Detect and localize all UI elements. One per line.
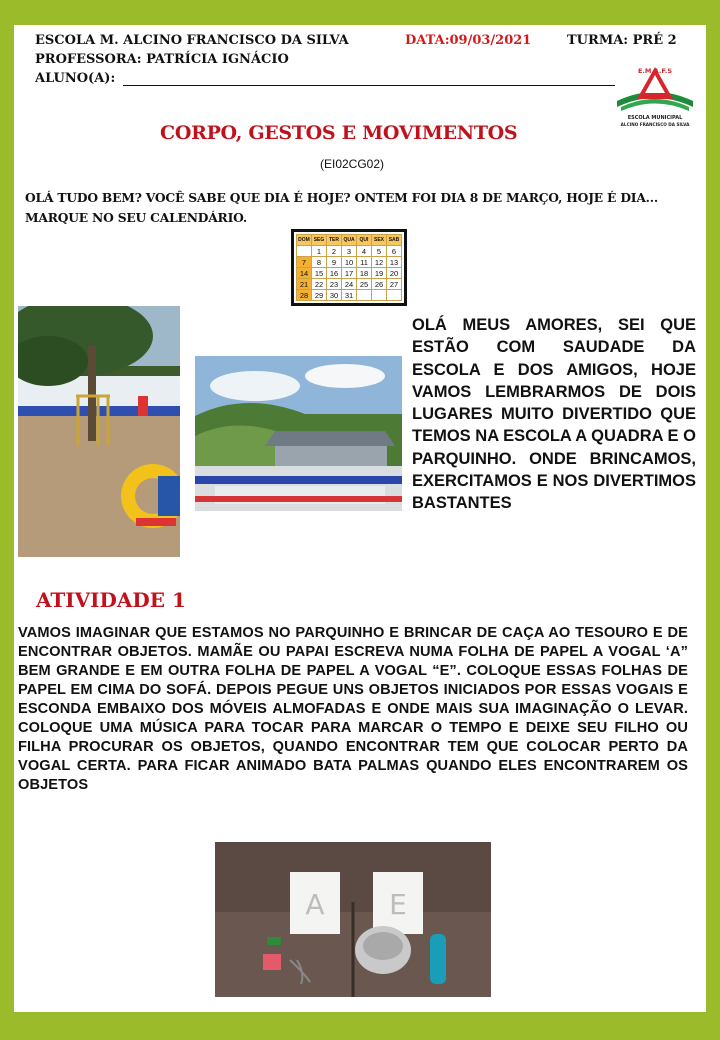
calendar-day[interactable]: 17: [342, 268, 357, 279]
message-paragraph: OLÁ MEUS AMORES, SEI QUE ESTÃO COM SAUDADE DA ESCOLA E DOS AMIGOS, HOJE VAMOS LEMBRARMOS DE DOIS LUGARES MUITO DIVERTIDO QUE TEMOS NA ESCOLA A QUADRA E O PARQUINHO. ONDE BRINCAMOS, EXERCITAMOS E NOS DIVERTIMOS BASTANTES: [412, 316, 696, 513]
calendar-day[interactable]: 19: [372, 268, 387, 279]
calendar-day[interactable]: 14: [297, 268, 312, 279]
calendar-weekday: TER: [327, 235, 342, 246]
calendar-day[interactable]: 24: [342, 279, 357, 290]
calendar-day[interactable]: 27: [387, 279, 402, 290]
activity-heading: ATIVIDADE 1: [36, 588, 186, 612]
calendar-day[interactable]: 12: [372, 257, 387, 268]
skill-code: (EI02CG02): [320, 157, 385, 171]
activity-instructions: VAMOS IMAGINAR QUE ESTAMOS NO PARQUINHO E BRINCAR DE CAÇA AO TESOURO E DE ENCONTRAR OBJETOS. MAMÃE OU PAPAI ESCREVA NUMA FOLHA DE PAPEL A VOGAL ‘A” BEM GRANDE E EM OUTRA FOLHA DE PAPEL A VOGAL “E”. COLOQUE ESSAS FOLHAS DE PAPEL EM CIMA DO SOFÁ. DEPOIS PEGUE UNS OBJETOS INICIADOS POR ESSAS VOGAIS E ESCONDA EMBAIXO DOS MÓVEIS ALMOFADAS E ONDE MAIS SUA IMAGINAÇÃO O LEVAR. COLOQUE UMA MÚSICA PARA TOCAR PARA MARCAR O TEMPO E DEIXE SEU FILHO OU FILHA PROCURAR OS OBJETOS, QUANDO ENCONTRAR TEM QUE COLOCAR PERTO DA VOGAL CERTA. PARA FICAR ANIMADO BATA PALMAS QUANDO ELES ENCONTRAREM OS OBJETOS: [18, 625, 688, 793]
teacher-label: PROFESSORA: PATRÍCIA IGNÁCIO: [35, 52, 289, 67]
calendar-day[interactable]: 7: [297, 257, 312, 268]
logo-line-1: ESCOLA MUNICIPAL: [627, 115, 683, 121]
calendar-day[interactable]: [387, 290, 402, 301]
sofa-letter-e: E: [389, 888, 407, 921]
playground-photo: [18, 306, 180, 557]
calendar-week: [297, 246, 402, 257]
calendar-day[interactable]: 10: [342, 257, 357, 268]
logo-line-2: ALCINO FRANCISCO DA SILVA: [620, 122, 690, 127]
calendar-week: [297, 279, 402, 290]
calendar-day[interactable]: 23: [327, 279, 342, 290]
calendar-week: [297, 257, 402, 268]
calendar-day[interactable]: 13: [387, 257, 402, 268]
calendar-weekday: SEX: [372, 235, 387, 246]
calendar-day[interactable]: 31: [342, 290, 357, 301]
sofa-letter-a: A: [305, 888, 325, 921]
calendar-day[interactable]: 16: [327, 268, 342, 279]
calendar-day[interactable]: 30: [327, 290, 342, 301]
court-photo: [195, 356, 402, 511]
calendar-weekday: DOM: [297, 235, 312, 246]
calendar-day[interactable]: 9: [327, 257, 342, 268]
calendar-weekday: QUA: [342, 235, 357, 246]
calendar-day[interactable]: 20: [387, 268, 402, 279]
calendar-day[interactable]: 15: [312, 268, 327, 279]
date-label: DATA:09/03/2021: [405, 33, 532, 48]
calendar-day[interactable]: 29: [312, 290, 327, 301]
calendar-day[interactable]: 2: [327, 246, 342, 257]
calendar-day[interactable]: 26: [372, 279, 387, 290]
worksheet-page: [14, 25, 706, 1012]
calendar-day[interactable]: 1: [312, 246, 327, 257]
calendar-day[interactable]: 28: [297, 290, 312, 301]
student-name-line: [123, 85, 615, 86]
sofa-photo: [215, 842, 491, 997]
logo-initials: E.M.A.F.S: [637, 67, 673, 75]
page-title: CORPO, GESTOS E MOVIMENTOS: [160, 122, 518, 144]
calendar-day[interactable]: 3: [342, 246, 357, 257]
calendar-day[interactable]: [297, 246, 312, 257]
student-label: ALUNO(A):: [35, 71, 116, 86]
school-logo: [615, 61, 695, 129]
calendar-weekday: QUI: [357, 235, 372, 246]
school-name: ESCOLA M. ALCINO FRANCISCO DA SILVA: [35, 33, 349, 48]
calendar-weekday: SEG: [312, 235, 327, 246]
calendar-day[interactable]: 21: [297, 279, 312, 290]
calendar-day[interactable]: 5: [372, 246, 387, 257]
calendar-week: [297, 268, 402, 279]
calendar-day[interactable]: 8: [312, 257, 327, 268]
calendar-weekday: SAB: [387, 235, 402, 246]
calendar-day[interactable]: [357, 290, 372, 301]
calendar-day[interactable]: 22: [312, 279, 327, 290]
calendar-week: [297, 290, 402, 301]
calendar-day[interactable]: [372, 290, 387, 301]
calendar-day[interactable]: 4: [357, 246, 372, 257]
class-label: TURMA: PRÉ 2: [567, 33, 677, 48]
calendar-day[interactable]: 25: [357, 279, 372, 290]
intro-question: OLÁ TUDO BEM? VOCÊ SABE QUE DIA É HOJE? ONTEM FOI DIA 8 DE MARÇO, HOJE É DIA... MARQUE NO SEU CALENDÁRIO.: [25, 190, 658, 225]
calendar-day[interactable]: 18: [357, 268, 372, 279]
calendar-day[interactable]: 6: [387, 246, 402, 257]
calendar-day[interactable]: 11: [357, 257, 372, 268]
march-calendar: [291, 229, 407, 306]
